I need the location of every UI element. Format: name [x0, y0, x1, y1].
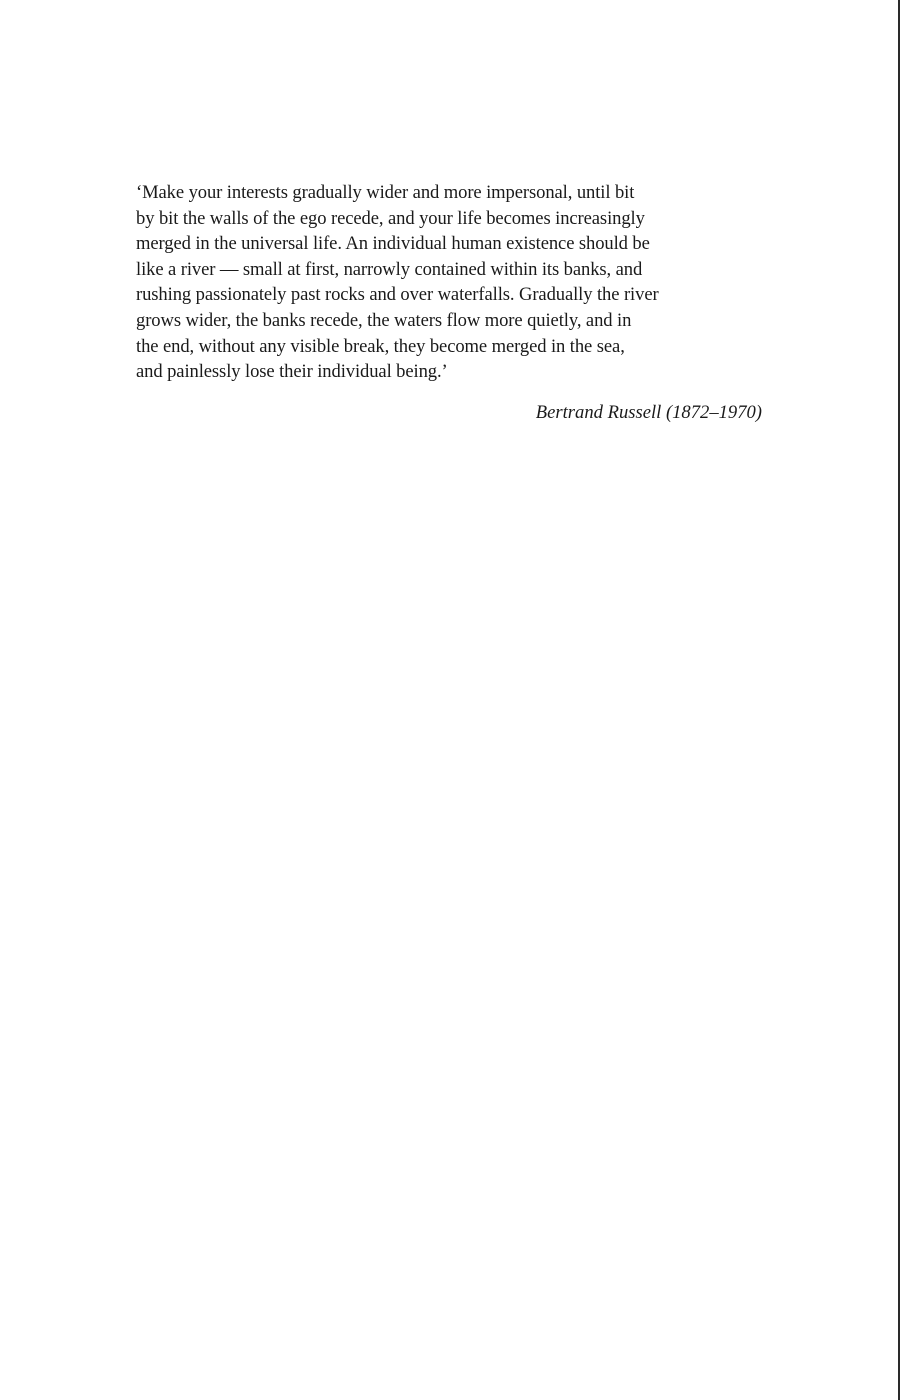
quote-line: ‘Make your interests gradually wider and more impersonal, until bit	[136, 182, 635, 203]
epigraph-attribution: Bertrand Russell (1872–1970)	[535, 402, 762, 423]
quote-line: the end, without any visible break, they become merged in the sea,	[136, 335, 625, 357]
quote-line: like a river — small at first, narrowly contained within its banks, and	[136, 258, 643, 280]
quote-line: merged in the universal life. An individual human existence should be	[136, 233, 650, 255]
epigraph-quote	[136, 180, 776, 385]
quote-line: grows wider, the banks recede, the waters flow more quietly, and in	[136, 309, 632, 331]
quote-line: and painlessly lose their individual being.’	[136, 361, 448, 383]
quote-line: by bit the walls of the ego recede, and your life becomes increasingly	[136, 207, 645, 229]
quote-line: rushing passionately past rocks and over waterfalls. Gradually the river	[136, 284, 659, 306]
